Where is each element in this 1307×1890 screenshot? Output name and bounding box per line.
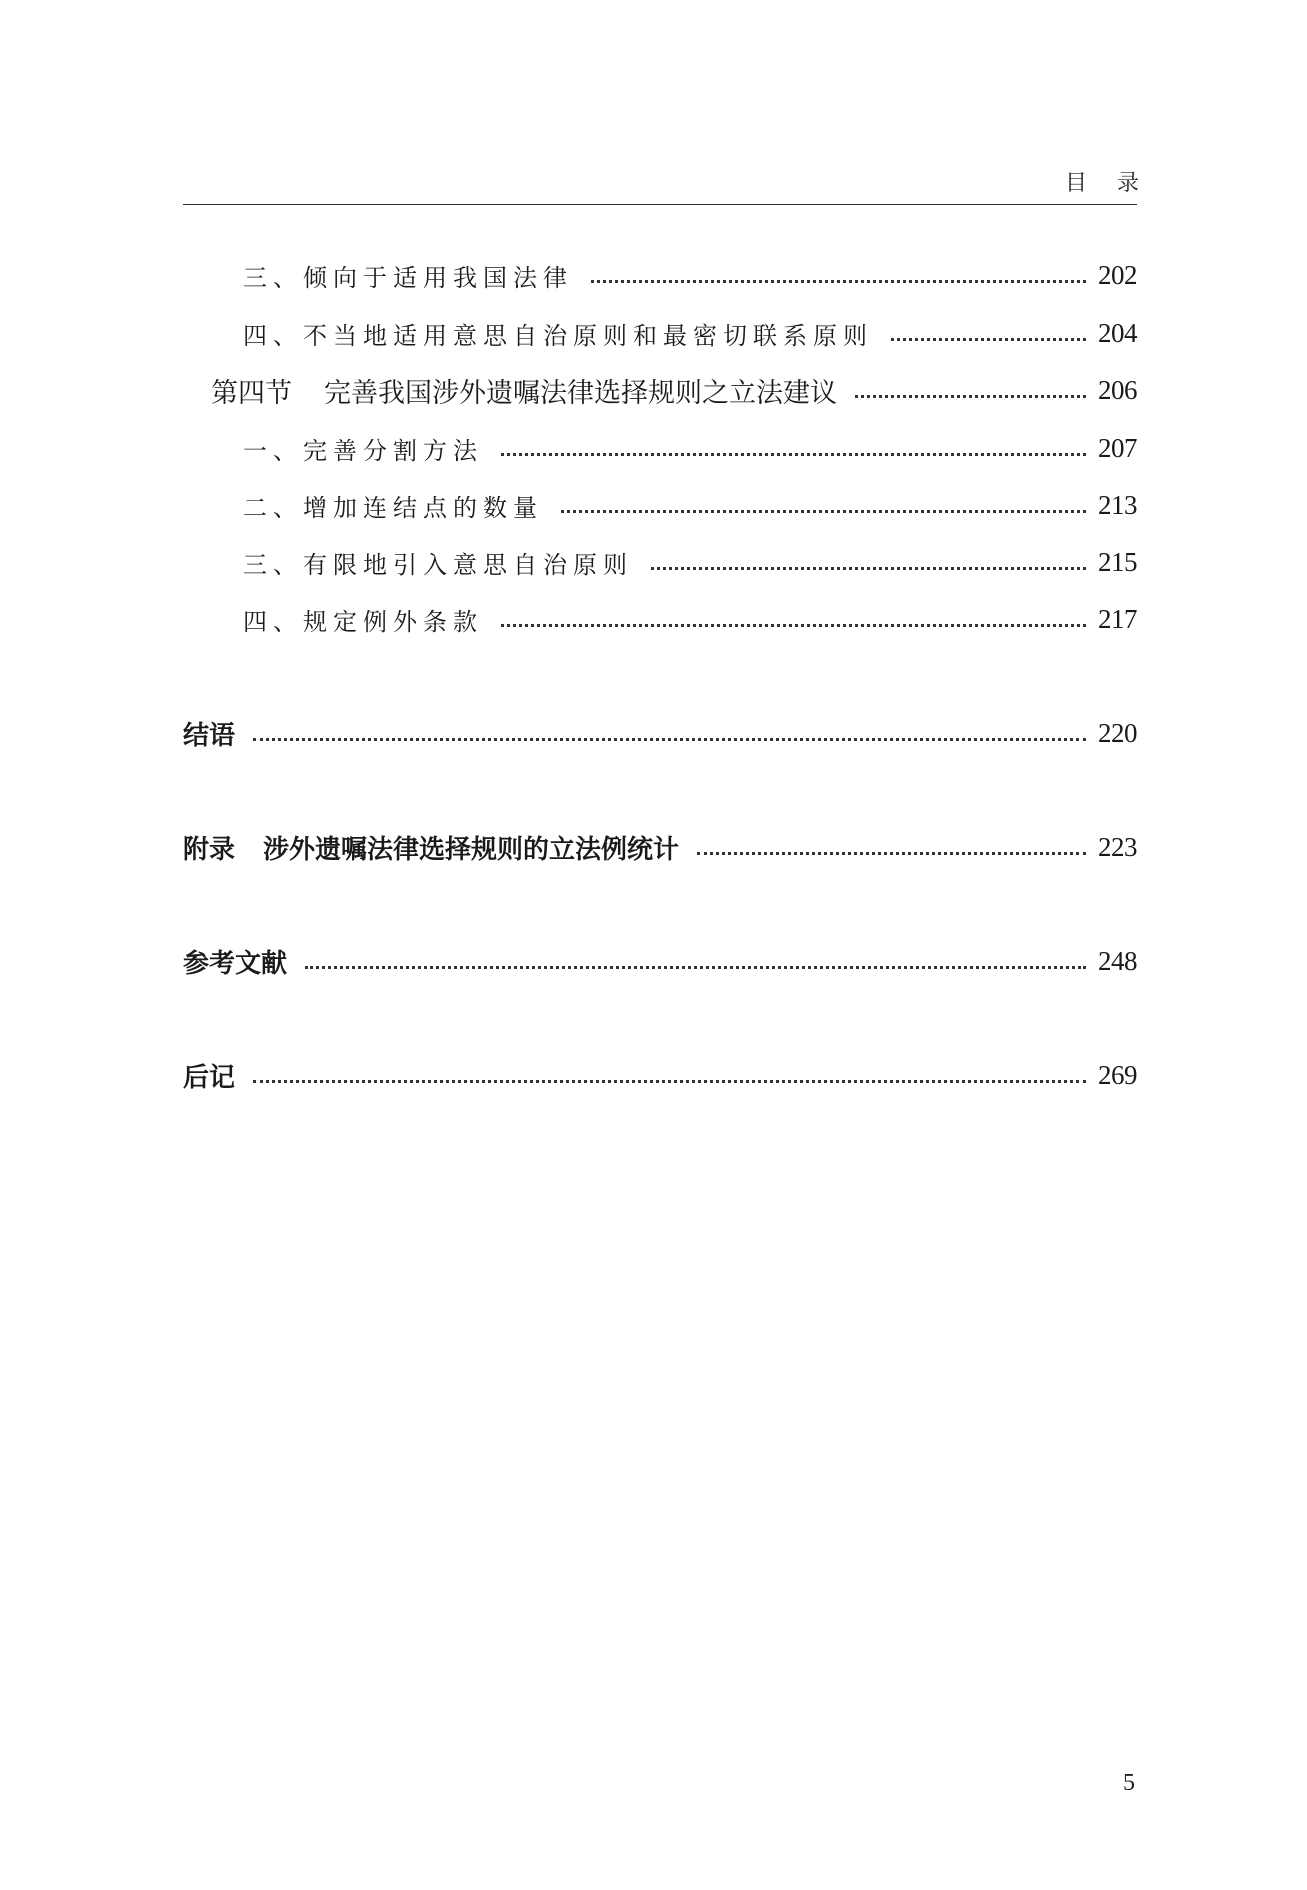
toc-entry[interactable] xyxy=(243,428,1137,468)
toc-entry-label: 二、增加连结点的数量 xyxy=(243,493,543,522)
toc-entry-chapter[interactable] xyxy=(183,827,1137,867)
toc-entry-label: 四、规定例外条款 xyxy=(243,607,483,636)
toc-appendix-prefix: 附录 xyxy=(183,834,236,865)
toc-entry-chapter[interactable] xyxy=(183,713,1137,753)
toc-leader-dots xyxy=(305,966,1086,969)
toc-entry-label: 四、不当地适用意思自治原则和最密切联系原则 xyxy=(243,321,873,350)
toc-entry-chapter[interactable] xyxy=(183,1055,1137,1095)
toc-leader-dots xyxy=(651,567,1086,570)
toc-leader-dots xyxy=(253,1080,1086,1083)
toc-entry-page: 213 xyxy=(1098,489,1137,520)
toc-entry-label: 完善我国涉外遗嘱法律选择规则之立法建议 xyxy=(324,377,837,409)
toc-entry[interactable] xyxy=(243,599,1137,639)
toc-entry-page: 215 xyxy=(1098,546,1137,577)
toc-entry-page: 223 xyxy=(1098,831,1137,862)
toc-entry-page: 269 xyxy=(1098,1059,1137,1090)
toc-entry-label: 参考文献 xyxy=(183,948,288,979)
toc-entry-section[interactable] xyxy=(211,370,1137,410)
toc-entry-page: 220 xyxy=(1098,717,1137,748)
toc-entry-label: 结语 xyxy=(183,720,236,751)
running-header-title: 目录 xyxy=(1064,171,1169,196)
page-number: 5 xyxy=(1123,1770,1135,1796)
toc-entry-page: 217 xyxy=(1098,603,1137,634)
toc-entry-page: 204 xyxy=(1098,317,1137,348)
toc-entry-page: 206 xyxy=(1098,374,1137,405)
toc-entry[interactable] xyxy=(243,542,1137,582)
toc-entry-label: 三、有限地引入意思自治原则 xyxy=(243,550,633,579)
toc-entry[interactable] xyxy=(243,313,1137,353)
toc-entry-label: 一、完善分割方法 xyxy=(243,436,483,465)
toc-section-number: 第四节 xyxy=(211,377,292,409)
header-divider xyxy=(183,204,1137,205)
toc-leader-dots xyxy=(891,338,1086,341)
toc-entry[interactable] xyxy=(243,485,1137,525)
toc-entry[interactable] xyxy=(243,255,1137,295)
toc-leader-dots xyxy=(253,738,1086,741)
toc-leader-dots xyxy=(697,852,1086,855)
toc-entry-page: 207 xyxy=(1098,432,1137,463)
toc-entry-page: 248 xyxy=(1098,945,1137,976)
toc-leader-dots xyxy=(855,395,1086,398)
toc-leader-dots xyxy=(561,510,1086,513)
toc-entry-label: 后记 xyxy=(183,1062,236,1093)
toc-leader-dots xyxy=(591,280,1086,283)
toc-entry-label: 三、倾向于适用我国法律 xyxy=(243,263,573,292)
toc-entry-label: 涉外遗嘱法律选择规则的立法例统计 xyxy=(263,834,680,865)
toc-leader-dots xyxy=(501,624,1086,627)
toc-entry-page: 202 xyxy=(1098,259,1137,290)
toc-leader-dots xyxy=(501,453,1086,456)
toc-entry-chapter[interactable] xyxy=(183,941,1137,981)
